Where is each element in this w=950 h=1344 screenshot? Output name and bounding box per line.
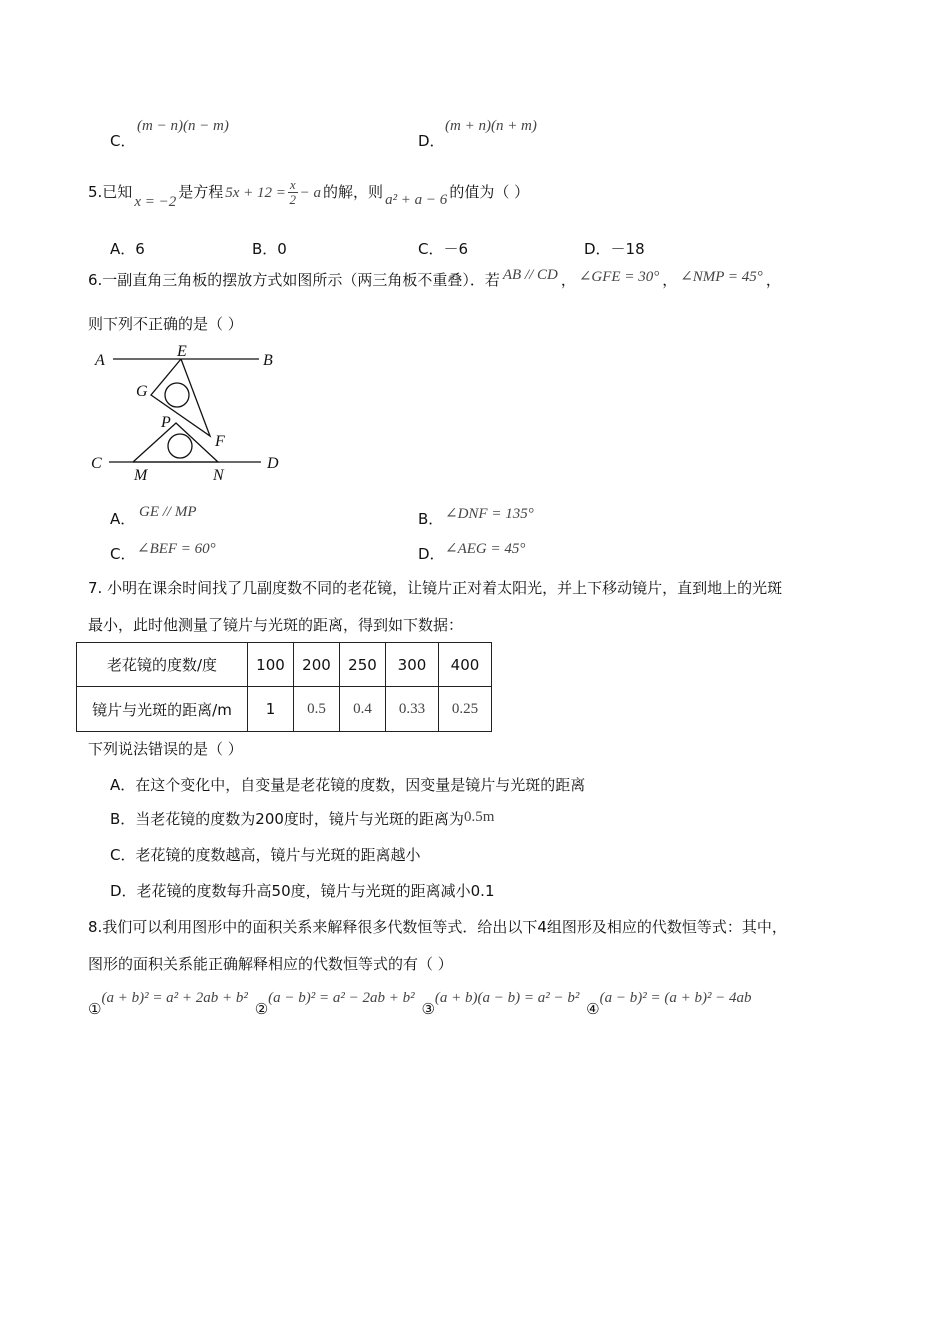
q6-option-a-label: A． [110, 510, 136, 528]
table-row [77, 687, 492, 732]
q4-option-d-expr: (m + n)(n + m) [445, 118, 537, 134]
q5-stem-2: 是方程 [178, 183, 224, 201]
table-header-degree: 老花镜的度数/度 [77, 643, 248, 687]
q5-expression: a² + a − 6 [385, 192, 448, 208]
q8-item-4 [586, 988, 752, 1018]
q5-option-d[interactable]: D．－18 [584, 240, 645, 258]
table-cell: 0.5 [294, 687, 340, 732]
q8-item-2 [254, 988, 422, 1018]
q7-option-b-text: B．当老花镜的度数为200度时，镜片与光斑的距离为 [110, 810, 464, 828]
q4-option-c-expr: (m − n)(n − m) [137, 118, 229, 134]
table-row [77, 643, 492, 687]
q7-after-table: 下列说法错误的是（ ） [88, 740, 243, 758]
q6-option-d-label: D． [418, 545, 445, 563]
q5-fraction-numerator: x [289, 177, 296, 192]
label-c: C [91, 455, 102, 472]
q5-option-b[interactable]: B．0 [252, 240, 287, 258]
table-cell: 300 [386, 643, 439, 687]
q8-item-1-mark: ① [88, 1000, 102, 1018]
q7-stem-line2: 最小，此时他测量了镜片与光斑的距离，得到如下数据： [88, 616, 464, 634]
q8-item-3 [421, 988, 586, 1018]
q6-stem-1: 6.一副直角三角板的摆放方式如图所示（两三角板不重叠）．若 [88, 271, 500, 289]
q8-stem-line1: 8.我们可以利用图形中的面积关系来解释很多代数恒等式．给出以下4组图形及相应的代数恒等式：其中， [88, 918, 787, 936]
q8-item-2-mark: ② [254, 1000, 269, 1018]
q5-eq-right: − a [299, 185, 322, 201]
table-cell: 1 [248, 687, 294, 732]
q5-stem [88, 178, 529, 218]
label-f: F [215, 433, 225, 450]
q5-option-a[interactable]: A．6 [110, 240, 145, 258]
q6-condition-parallel: AB // CD [502, 267, 558, 283]
q5-stem-4: 的值为（ ） [449, 183, 530, 201]
q5-eq-left: 5x + 12 = [225, 185, 286, 201]
q4-option-d-label: D． [418, 132, 445, 150]
q7-option-a[interactable]: A．在这个变化中，自变量是老花镜的度数，因变量是镜片与光斑的距离 [110, 776, 586, 794]
table-cell: 0.33 [386, 687, 439, 732]
q6-stem-line2: 则下列不正确的是（ ） [88, 315, 243, 333]
q8-item-1 [88, 988, 255, 1018]
q7-option-b-value: 0.5m [463, 809, 495, 825]
q7-option-c[interactable]: C．老花镜的度数越高，镜片与光斑的距离越小 [110, 846, 421, 864]
q6-option-a-expr: GE // MP [139, 504, 197, 520]
table-cell: 400 [439, 643, 492, 687]
q5-fraction-denominator: 2 [289, 192, 297, 207]
label-g: G [136, 383, 148, 400]
q6-condition-angle-nmp: ∠NMP = 45° [680, 269, 763, 285]
q7-data-table [76, 642, 492, 732]
q6-option-d-expr: ∠AEG = 45° [445, 541, 526, 557]
label-a: A [95, 352, 105, 369]
q5-x-value: x = −2 [134, 194, 177, 210]
q5-fraction [288, 178, 298, 207]
q6-figure [85, 340, 290, 490]
q6-option-b-expr: ∠DNF = 135° [445, 506, 534, 522]
q6-sep-3: ， [765, 271, 781, 289]
q6-sep-1: ， [560, 271, 576, 289]
q6-stem-line1 [88, 267, 781, 291]
label-p: P [161, 414, 171, 431]
triangle-efg-hole [165, 383, 189, 407]
q5-stem-3: 的解，则 [323, 183, 384, 201]
label-n: N [213, 467, 224, 484]
label-m: M [134, 467, 148, 484]
q8-identities [88, 988, 752, 1018]
label-d: D [267, 455, 279, 472]
q8-item-4-expr: (a − b)² = (a + b)² − 4ab [599, 990, 752, 1006]
q5-option-c[interactable]: C．－6 [418, 240, 469, 258]
q6-option-c-expr: ∠BEF = 60° [137, 541, 216, 557]
q7-stem-line1: 7. 小明在课余时间找了几副度数不同的老花镜，让镜片正对着太阳光，并上下移动镜片，直到地上的光斑 [88, 579, 783, 597]
table-header-distance: 镜片与光斑的距离/m [77, 687, 248, 732]
triangle-mnp [133, 423, 218, 462]
label-e: E [177, 343, 187, 360]
q6-option-c-label: C． [110, 545, 136, 563]
table-cell: 250 [340, 643, 386, 687]
q8-item-2-expr: (a − b)² = a² − 2ab + b² [268, 990, 415, 1006]
q8-item-4-mark: ④ [586, 1000, 600, 1018]
q6-option-b-label: B． [418, 510, 444, 528]
label-b: B [263, 352, 273, 369]
q8-item-1-expr: (a + b)² = a² + 2ab + b² [101, 990, 248, 1006]
table-cell: 0.4 [340, 687, 386, 732]
table-cell: 200 [294, 643, 340, 687]
triangle-efg [151, 359, 210, 436]
q8-item-3-expr: (a + b)(a − b) = a² − b² [434, 990, 580, 1006]
table-cell: 0.25 [439, 687, 492, 732]
q4-option-c-label: C． [110, 132, 136, 150]
triangle-mnp-hole [168, 434, 192, 458]
q7-option-d[interactable]: D．老花镜的度数每升高50度，镜片与光斑的距离减小0.1 [110, 882, 495, 900]
q5-stem-1: 5.已知 [88, 183, 133, 201]
table-cell: 100 [248, 643, 294, 687]
q6-sep-2: ， [662, 271, 678, 289]
q8-stem-line2: 图形的面积关系能正确解释相应的代数恒等式的有（ ） [88, 955, 453, 973]
q6-condition-angle-gfe: ∠GFE = 30° [578, 269, 660, 285]
q7-option-b[interactable] [110, 808, 494, 829]
q8-item-3-mark: ③ [421, 1000, 435, 1018]
